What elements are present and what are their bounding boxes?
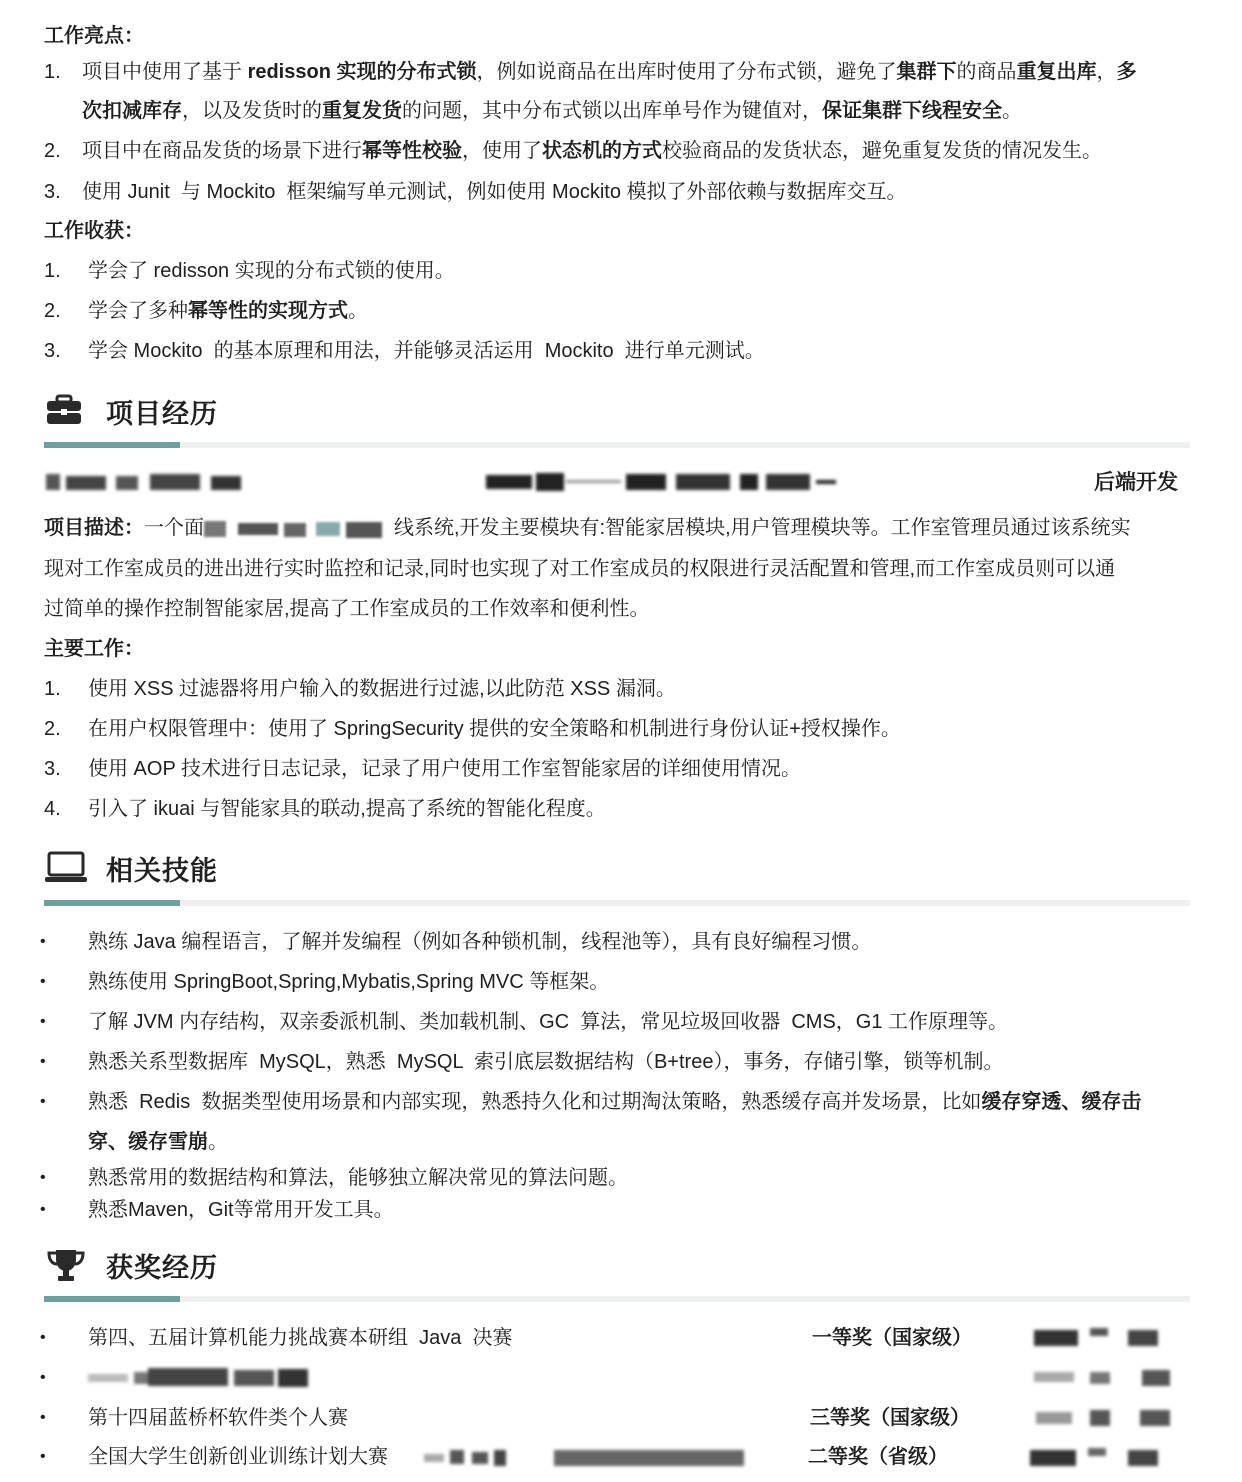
main-work-text: 使用 AOP 技术进行日志记录，记录了用户使用工作室智能家居的详细使用情况。 (88, 758, 801, 780)
list-number: 4. (44, 798, 61, 820)
bullet-dot: • (40, 1053, 46, 1070)
bullet-dot: • (40, 1169, 46, 1186)
redacted-project-name (486, 470, 842, 494)
bullet-dot: • (40, 1201, 46, 1218)
list-number: 1. (44, 678, 61, 700)
section-divider (44, 900, 1190, 906)
redacted-award-name (88, 1366, 318, 1390)
section-divider (44, 442, 1190, 448)
list-number: 3. (44, 181, 61, 203)
award-level: 二等奖（省级） (808, 1446, 948, 1468)
trophy-icon (44, 1247, 84, 1281)
section-divider-accent (44, 1296, 180, 1302)
list-number: 1. (44, 260, 61, 282)
redacted-award-detail (424, 1446, 754, 1468)
skill-text: 熟悉Maven，Git等常用开发工具。 (88, 1199, 394, 1221)
work-highlights-heading: 工作亮点： (44, 25, 144, 47)
redacted-award-date-3 (1032, 1406, 1172, 1430)
bullet-dot: • (40, 1093, 46, 1110)
main-work-text: 引入了 ikuai 与智能家具的联动,提高了系统的智能化程度。 (88, 798, 606, 820)
bullet-dot: • (40, 1369, 46, 1386)
main-work-heading: 主要工作： (44, 638, 144, 660)
section-divider-accent (44, 900, 180, 906)
list-number: 1. (44, 61, 61, 83)
highlight-text: 项目中使用了基于 redisson 实现的分布式锁，例如说商品在出库时使用了分布式锁，避免了集群下的商品重复出库，多 (82, 61, 1137, 83)
redacted-project-time (46, 470, 246, 494)
skill-text: 穿、缓存雪崩。 (88, 1131, 228, 1153)
project-description-text: 过简单的操作控制智能家居,提高了工作室成员的工作效率和便利性。 (44, 598, 650, 620)
skill-text: 熟悉关系型数据库 MySQL，熟悉 MySQL 索引底层数据结构（B+tree），事务，存储引擎，锁等机制。 (88, 1051, 1004, 1073)
skill-text: 熟悉常用的数据结构和算法，能够独立解决常见的算法问题。 (88, 1167, 628, 1189)
skill-text: 熟悉 Redis 数据类型使用场景和内部实现，熟悉持久化和过期淘汰策略，熟悉缓存高并发场景，比如缓存穿透、缓存击 (88, 1091, 1142, 1113)
section-title-skills: 相关技能 (106, 856, 218, 886)
project-description-text: 一个面 (144, 517, 204, 539)
award-name: 全国大学生创新创业训练计划大赛 (88, 1446, 388, 1468)
project-description-text: 现对工作室成员的进出进行实时监控和记录,同时也实现了对工作室成员的权限进行灵活配置和管理,而工作室成员则可以通 (44, 558, 1116, 580)
project-description-text: 线系统,开发主要模块有:智能家居模块,用户管理模块等。工作室管理员通过该系统实 (394, 517, 1131, 539)
gain-text: 学会 Mockito 的基本原理和用法，并能够灵活运用 Mockito 进行单元测试。 (88, 340, 765, 362)
bullet-dot: • (40, 1329, 46, 1346)
briefcase-icon (44, 393, 84, 427)
highlight-text: 项目中在商品发货的场景下进行幂等性校验，使用了状态机的方式校验商品的发货状态，避免重复发货的情况发生。 (82, 140, 1102, 162)
section-divider (44, 1296, 1190, 1302)
skill-text: 熟练 Java 编程语言，了解并发编程（例如各种锁机制，线程池等），具有良好编程习惯。 (88, 931, 872, 953)
bullet-dot: • (40, 1013, 46, 1030)
award-level: 三等奖（国家级） (810, 1407, 970, 1429)
bullet-dot: • (40, 933, 46, 950)
skill-text: 了解 JVM 内存结构，双亲委派机制、类加载机制、GC 算法，常见垃圾回收器 CMS，G1 工作原理等。 (88, 1011, 1009, 1033)
section-title-projects: 项目经历 (106, 399, 218, 429)
bullet-dot: • (40, 1409, 46, 1426)
section-title-awards: 获奖经历 (106, 1253, 218, 1283)
list-number: 2. (44, 300, 61, 322)
bullet-dot: • (40, 1448, 46, 1465)
redacted-description-fragment (204, 519, 394, 539)
section-divider-accent (44, 442, 180, 448)
redacted-award-date-2 (1032, 1366, 1172, 1390)
list-number: 3. (44, 758, 61, 780)
redacted-award-date-4 (1028, 1446, 1168, 1470)
highlight-text: 使用 Junit 与 Mockito 框架编写单元测试，例如使用 Mockito 模拟了外部依赖与数据库交互。 (82, 181, 907, 203)
main-work-text: 在用户权限管理中：使用了 SpringSecurity 提供的安全策略和机制进行身份认证+授权操作。 (88, 718, 901, 740)
award-name: 第四、五届计算机能力挑战赛本研组 Java 决赛 (88, 1327, 513, 1349)
redacted-award-date-1 (1032, 1326, 1172, 1350)
project-role: 后端开发 (1094, 471, 1178, 494)
list-number: 2. (44, 140, 61, 162)
highlight-text: 次扣减库存，以及发货时的重复发货的问题，其中分布式锁以出库单号作为键值对，保证集群下线程安全。 (82, 100, 1022, 122)
gain-text: 学会了多种幂等性的实现方式。 (88, 300, 368, 322)
list-number: 3. (44, 340, 61, 362)
award-name: 第十四届蓝桥杯软件类个人赛 (88, 1407, 348, 1429)
work-gains-heading: 工作收获： (44, 220, 144, 242)
bullet-dot: • (40, 973, 46, 990)
award-level: 一等奖（国家级） (812, 1327, 972, 1349)
gain-text: 学会了 redisson 实现的分布式锁的使用。 (88, 260, 455, 282)
project-description-label: 项目描述： (44, 517, 144, 539)
list-number: 2. (44, 718, 61, 740)
skill-text: 熟练使用 SpringBoot,Spring,Mybatis,Spring MVC 等框架。 (88, 971, 610, 993)
laptop-icon (44, 850, 84, 884)
main-work-text: 使用 XSS 过滤器将用户输入的数据进行过滤,以此防范 XSS 漏洞。 (88, 678, 676, 700)
